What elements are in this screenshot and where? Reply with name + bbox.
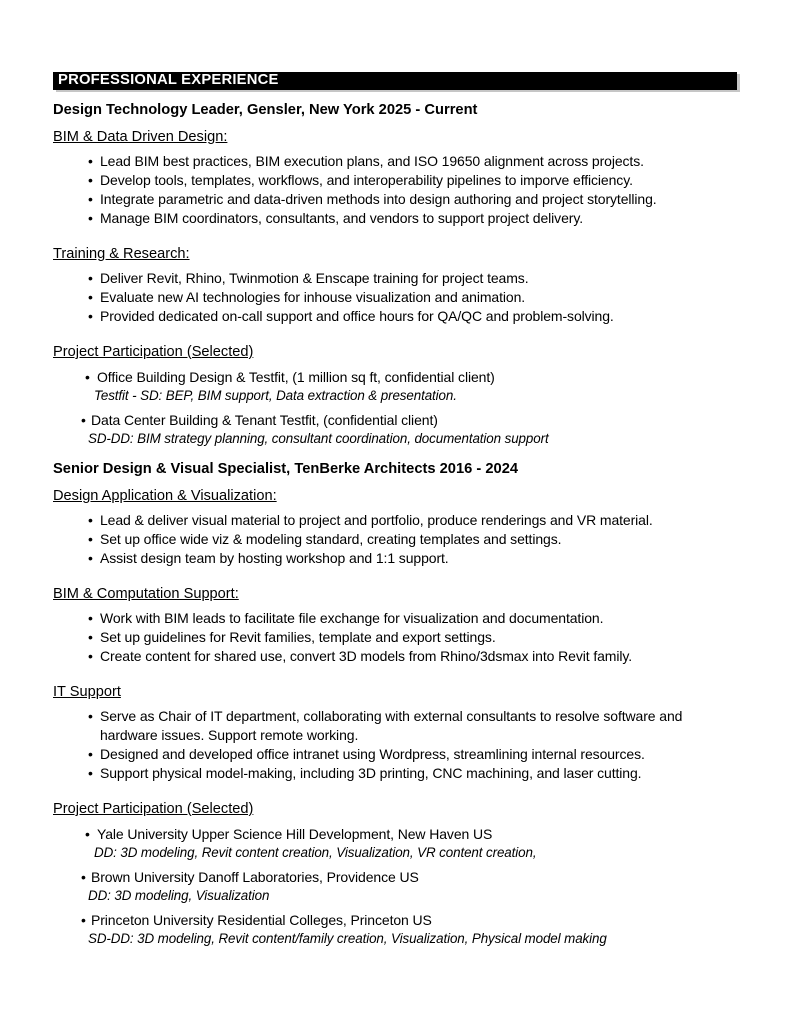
project-item [53, 911, 743, 948]
bullet-item: • Deliver Revit, Rhino, Twinmotion & Enscape training for project teams. [53, 269, 743, 288]
project-list [53, 368, 743, 448]
job-subsection [53, 129, 743, 228]
section-header-bar [53, 72, 737, 90]
project-detail: Testfit - SD: BEP, BIM support, Data extraction & presentation. [94, 388, 457, 403]
bullet-item: • Provided dedicated on-call support and office hours for QA/QC and problem-solving. [53, 307, 743, 326]
job-subsection [53, 488, 743, 568]
subsection-heading: Project Participation (Selected) [53, 801, 254, 817]
bullet-list [53, 609, 743, 666]
experience-list [53, 101, 743, 948]
project-name: • Princeton University Residential Colleges, Princeton US [91, 912, 432, 928]
job-subsection [53, 344, 743, 448]
bullet-item: • Set up guidelines for Revit families, template and export settings. [53, 628, 743, 647]
subsection-heading: Project Participation (Selected) [53, 344, 254, 360]
subsection-heading: BIM & Computation Support: [53, 586, 239, 602]
subsection-heading: Training & Research: [53, 246, 190, 262]
project-name: • Brown University Danoff Laboratories, Providence US [91, 869, 419, 885]
bullet-list [53, 511, 743, 568]
project-item [53, 868, 743, 905]
subsection-heading: BIM & Data Driven Design: [53, 129, 228, 145]
bullet-item: • Support physical model-making, including 3D printing, CNC machining, and laser cutting. [53, 764, 743, 783]
bullet-item: • Lead BIM best practices, BIM execution plans, and ISO 19650 alignment across projects. [53, 152, 743, 171]
bullet-item: • Assist design team by hosting workshop and 1:1 support. [53, 549, 743, 568]
job-title: Senior Design & Visual Specialist, TenBerke Architects 2016 - 2024 [53, 461, 519, 477]
bullet-item: • Lead & deliver visual material to project and portfolio, produce renderings and VR material. [53, 511, 743, 530]
project-detail: DD: 3D modeling, Visualization [88, 888, 270, 903]
job-subsection [53, 586, 743, 666]
subsection-heading: Design Application & Visualization: [53, 488, 277, 504]
job-subsection [53, 684, 743, 783]
project-list [53, 825, 743, 948]
bullet-item: • Manage BIM coordinators, consultants, and vendors to support project delivery. [53, 209, 743, 228]
project-detail: SD-DD: BIM strategy planning, consultant coordination, documentation support [88, 431, 549, 446]
subsection-heading: IT Support [53, 684, 121, 700]
project-item [53, 411, 743, 448]
project-detail: SD-DD: 3D modeling, Revit content/family creation, Visualization, Physical model making [88, 931, 607, 946]
bullet-list [53, 152, 743, 228]
job-entry [53, 460, 743, 948]
project-name: • Yale University Upper Science Hill Development, New Haven US [97, 826, 493, 842]
job-subsection [53, 246, 743, 326]
bullet-list [53, 269, 743, 326]
bullet-item: • Integrate parametric and data-driven methods into design authoring and project storytelling. [53, 190, 743, 209]
bullet-item: • Evaluate new AI technologies for inhouse visualization and animation. [53, 288, 743, 307]
job-subsection [53, 801, 743, 948]
bullet-item: • Designed and developed office intranet using Wordpress, streamlining internal resources. [53, 745, 743, 764]
project-name: • Data Center Building & Tenant Testfit, (confidential client) [91, 412, 438, 428]
job-entry [53, 101, 743, 448]
section-header-label: PROFESSIONAL EXPERIENCE [58, 72, 279, 88]
bullet-item: • Create content for shared use, convert 3D models from Rhino/3dsmax into Revit family. [53, 647, 743, 666]
project-detail: DD: 3D modeling, Revit content creation, Visualization, VR content creation, [94, 845, 537, 860]
bullet-item: • Serve as Chair of IT department, collaborating with external consultants to resolve software and hardware issues. Support remote working. [53, 707, 743, 745]
bullet-item: • Work with BIM leads to facilitate file exchange for visualization and documentation. [53, 609, 743, 628]
project-name: • Office Building Design & Testfit, (1 million sq ft, confidential client) [97, 369, 495, 385]
project-item [53, 368, 743, 405]
bullet-item: • Set up office wide viz & modeling standard, creating templates and settings. [53, 530, 743, 549]
bullet-item: • Develop tools, templates, workflows, and interoperability pipelines to imporve efficiency. [53, 171, 743, 190]
bullet-list [53, 707, 743, 783]
job-title: Design Technology Leader, Gensler, New York 2025 - Current [53, 102, 478, 118]
project-item [53, 825, 743, 862]
